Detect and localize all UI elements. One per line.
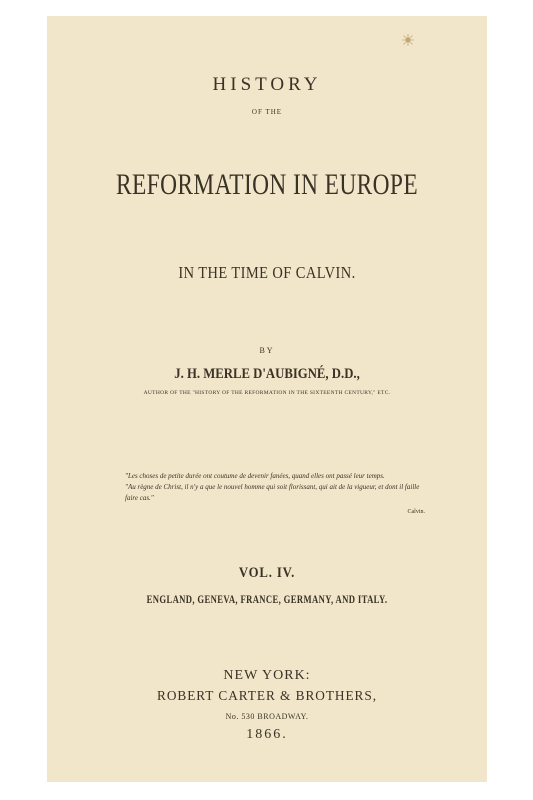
title-page — [47, 16, 487, 782]
epigraph-line-1: "Les choses de petite durée ont coutume de devenir fanées, quand elles ont passé leur temps. — [125, 472, 385, 480]
publication-year: 1866. — [246, 727, 288, 742]
volume-contents: ENGLAND, GENEVA, FRANCE, GERMANY, AND ITALY. — [146, 592, 388, 606]
author-name: J. H. MERLE D'AUBIGNÉ, D.D., — [174, 366, 360, 382]
author-note: AUTHOR OF THE "HISTORY OF THE REFORMATION IN THE SIXTEENTH CENTURY," ETC. — [143, 390, 391, 396]
epigraph — [125, 471, 425, 518]
volume-number: VOL. IV. — [238, 565, 296, 581]
publication-place: NEW YORK: — [223, 668, 311, 683]
publisher: ROBERT CARTER & BROTHERS, — [157, 689, 377, 704]
main-title: REFORMATION IN EUROPE — [115, 168, 419, 201]
title-of-the: OF THE — [251, 108, 283, 116]
star-ornament-icon — [402, 34, 414, 46]
epigraph-line-2: "Au règne de Christ, il n'y a que le nouvel homme qui soit florissant, qui ait de la vigueur, et dont il faille faire cas." — [125, 483, 420, 502]
epigraph-attribution: Calvin. — [407, 509, 425, 515]
publisher-address: No. 530 BROADWAY. — [225, 712, 309, 721]
by-line: BY — [259, 346, 275, 355]
subtitle: IN THE TIME OF CALVIN. — [178, 263, 356, 282]
title-history: HISTORY — [212, 74, 322, 95]
